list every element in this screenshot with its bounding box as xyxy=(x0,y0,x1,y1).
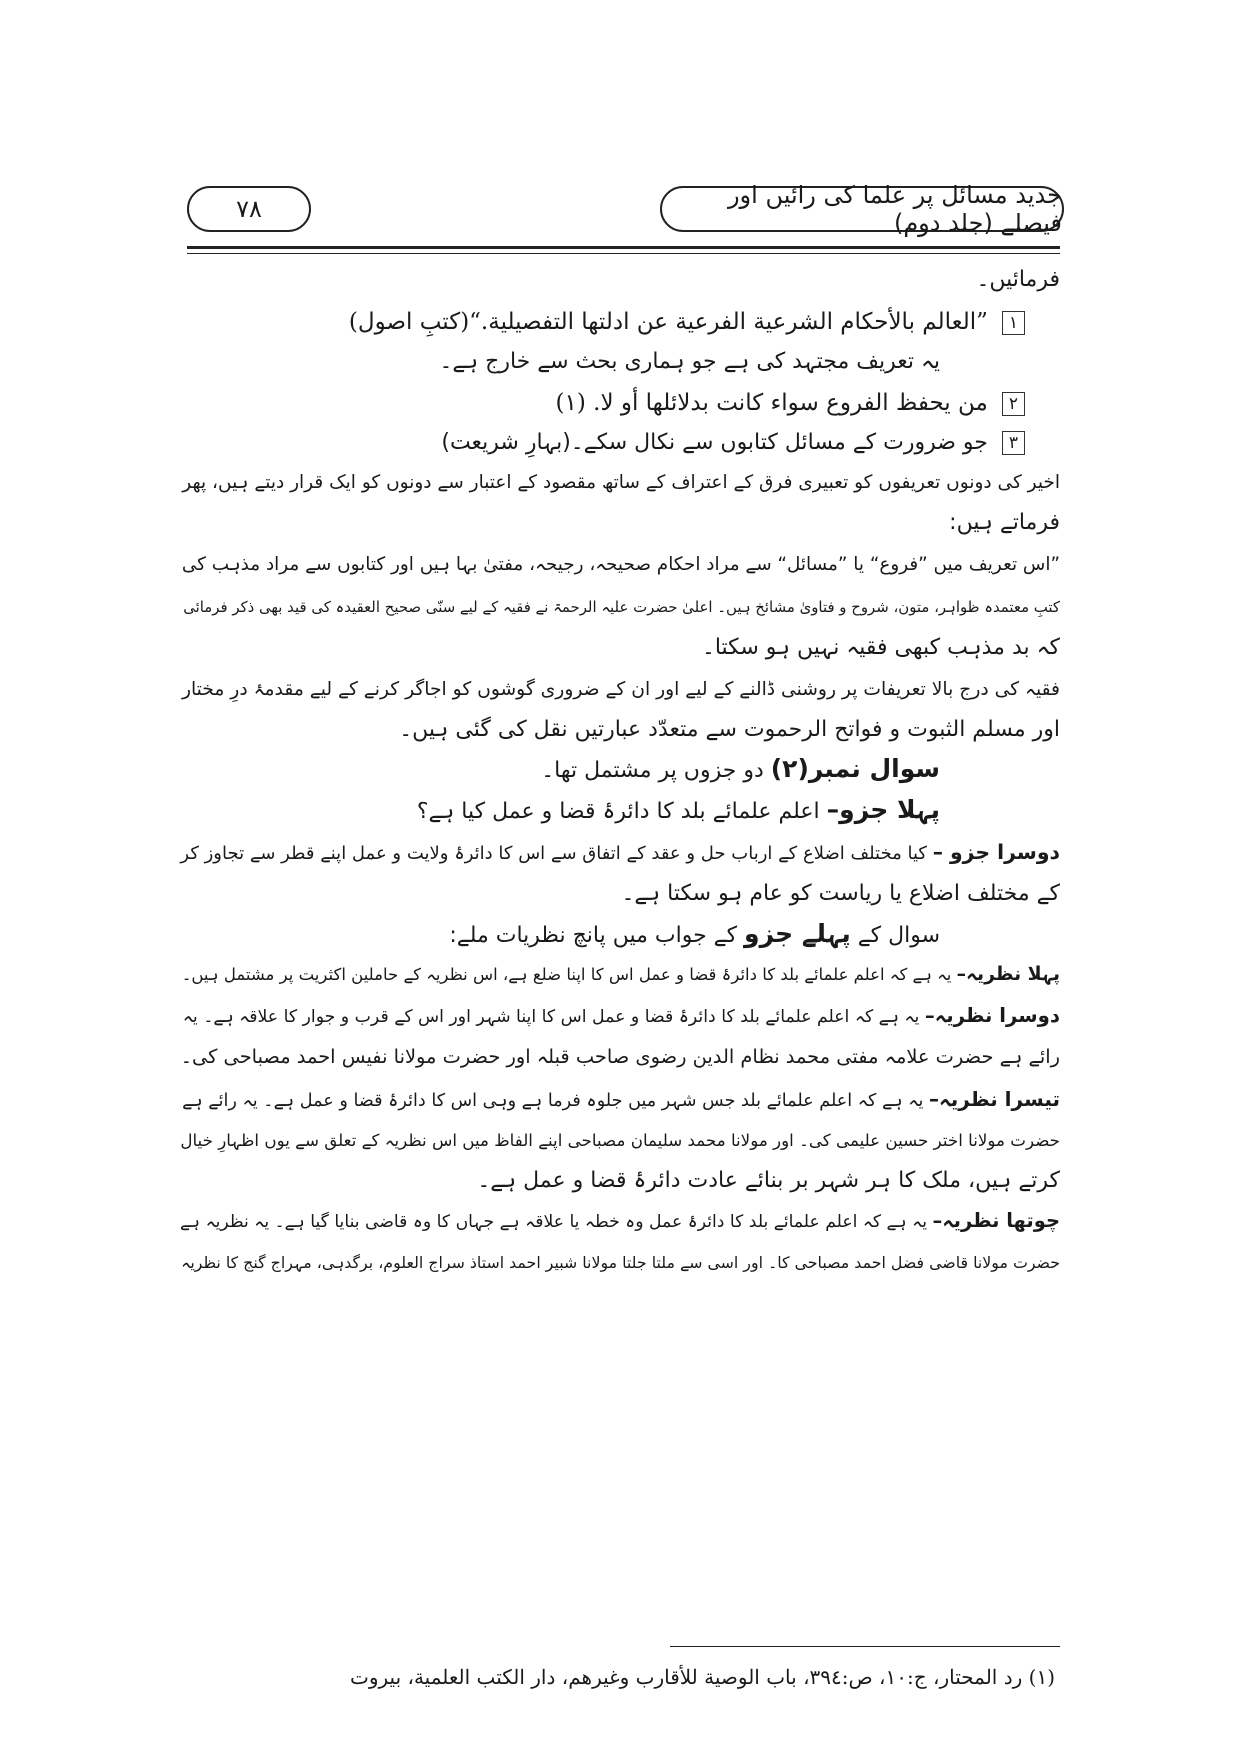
theories-intro-a: سوال کے xyxy=(850,923,940,948)
definition-3-text: جو ضرورت کے مسائل کتابوں سے نکال سکے۔(بہارِ شریعت) xyxy=(441,430,988,455)
theory-2 xyxy=(183,999,1060,1035)
theory-3-text: یہ ہے کہ اعلم علمائے بلد جس شہر میں جلوہ فرما ہے وہی اس کا دائرۂ قضا و عمل ہے۔ یہ رائے ہے xyxy=(182,1091,930,1111)
quote-line: کتبِ معتمدہ ظواہر، متون، شروح و فتاویٰ مشائخ ہیں۔ اعلیٰ حضرت علیہ الرحمۃ نے فقیہ کے لیے سنّی صحیح العقیدہ کی قید بھی ذکر فرمائی xyxy=(183,598,1060,616)
text-line: یہ تعریف مجتہد کی ہے جو ہماری بحث سے خارج ہے۔ xyxy=(439,349,940,374)
definition-1-text: ”العالم بالأحكام الشرعية الفرعية عن ادلتها التفصيلية.“(کتبِ اصول) xyxy=(348,309,988,335)
text-line: اور مسلم الثبوت و فواتح الرحموت سے متعدّد عبارتیں نقل کی گئی ہیں۔ xyxy=(399,717,1060,742)
theory-4-text: یہ ہے کہ اعلم علمائے بلد کا دائرۂ عمل وہ خطہ یا علاقہ ہے جہاں کا وہ قاضی بنایا گیا ہے۔ یہ نظریہ ہے xyxy=(179,1212,933,1232)
text-line: فرمائیں۔ xyxy=(976,267,1060,292)
theory-3-label: تیسرا نظریہ– xyxy=(929,1087,1060,1111)
footnote: (۱) رد المحتار، ج:۱۰، ص:۳۹٤، باب الوصية للأقارب وغيرهم، دار الكتب العلمية، بيروت xyxy=(350,1665,1055,1689)
part-one-text: اعلم علمائے بلد کا دائرۂ قضا و عمل کیا ہے؟ xyxy=(416,799,827,824)
part-two-label: دوسرا جزو – xyxy=(932,840,1060,864)
header-rule-thin xyxy=(187,253,1060,254)
footnote-rule xyxy=(670,1646,1060,1647)
theory-1-label: پہلا نظریہ– xyxy=(956,964,1060,985)
item-number-2: ۲ xyxy=(1002,392,1025,416)
definition-1 xyxy=(349,305,1025,341)
theory-4-label: چوتھا نظریہ– xyxy=(932,1209,1060,1232)
text-line: رائے ہے حضرت علامہ مفتی محمد نظام الدین رضوی صاحب قبلہ اور حضرت مولانا نفیس احمد مصباحی کی۔ xyxy=(180,1045,1060,1068)
text-line: فقیہ کی درج بالا تعریفات پر روشنی ڈالنے کے لیے اور ان کے ضروری گوشوں کو اجاگر کرنے کے لیے مقدمۂ درِ مختار xyxy=(181,679,1060,700)
running-header-title: جدید مسائل پر علما کی رائیں اور فیصلے (جلد دوم) xyxy=(660,186,1064,232)
theories-intro xyxy=(449,917,940,953)
part-two xyxy=(180,835,1060,871)
definition-2 xyxy=(556,386,1026,422)
theories-intro-bold: پہلے جزو xyxy=(744,919,851,948)
text-line: کے مختلف اضلاع یا ریاست کو عام ہو سکتا ہے۔ xyxy=(621,881,1060,906)
definition-2-text: من يحفظ الفروع سواء كانت بدلائلها أو لا. (۱) xyxy=(555,390,988,416)
definition-3 xyxy=(441,426,1025,462)
page-number: ۷۸ xyxy=(187,186,311,232)
question-label: سوال نمبر(۲) xyxy=(770,754,940,783)
item-number-1: ۱ xyxy=(1002,311,1025,335)
text-line: کرتے ہیں، ملک کا ہر شہر بر بنائے عادت دائرۂ قضا و عمل ہے۔ xyxy=(477,1168,1060,1193)
part-two-text: کیا مختلف اضلاع کے ارباب حل و عقد کے اتفاق سے اس کا دائرۂ ولایت و عمل اپنے قطر سے تجاوز کر xyxy=(180,843,933,864)
part-one xyxy=(417,793,940,829)
text-line: حضرت مولانا قاضی فضل احمد مصباحی کا۔ اور اسی سے ملتا جلتا مولانا شبیر احمد استاذ سراج العلوم، برگدہی، مہراج گنج کا نظریہ xyxy=(181,1253,1060,1272)
theory-1-text: یہ ہے کہ اعلم علمائے بلد کا دائرۂ قضا و عمل اس کا اپنا ضلع ہے، اس نظریہ کے حاملین اکثریت پر مشتمل ہیں۔ xyxy=(181,965,957,984)
text-line: فرماتے ہیں: xyxy=(949,510,1060,535)
theory-1 xyxy=(182,958,1060,994)
theory-2-text: یہ ہے کہ اعلم علمائے بلد کا دائرۂ قضا و عمل اس کا اپنا شہر اور اس کے قرب و جوار کا علاقہ ہے۔ یہ xyxy=(182,1007,925,1027)
part-one-label: پہلا جزو– xyxy=(826,795,940,824)
question-heading xyxy=(541,752,940,788)
theories-intro-c: کے جواب میں پانچ نظریات ملے: xyxy=(449,923,745,948)
quote-line: کہ بد مذہب کبھی فقیہ نہیں ہو سکتا۔ xyxy=(701,635,1060,660)
text-line: حضرت مولانا اختر حسین علیمی کی۔ اور مولانا محمد سلیمان مصباحی اپنے الفاظ میں اس نظریہ کے تعلق سے یوں اظہارِ خیال xyxy=(180,1130,1060,1150)
text-line: اخیر کی دونوں تعریفوں کو تعبیری فرق کے اعتراف کے ساتھ مقصود کے اعتبار سے دونوں کو ایک قرار دیتے ہیں، پھر xyxy=(182,472,1060,493)
theory-4 xyxy=(180,1204,1060,1240)
theory-3 xyxy=(182,1082,1060,1118)
question-text: دو جزوں پر مشتمل تھا۔ xyxy=(541,758,771,783)
theory-2-label: دوسرا نظریہ– xyxy=(924,1004,1060,1027)
item-number-3: ۳ xyxy=(1002,431,1025,455)
quote-line: ”اس تعریف میں ”فروع“ یا ”مسائل“ سے مراد احکام صحیحہ، رجیحہ، مفتیٰ بہا ہیں اور کتابوں سے مراد مذہب کی xyxy=(181,554,1060,575)
header-rule-thick xyxy=(187,246,1060,249)
